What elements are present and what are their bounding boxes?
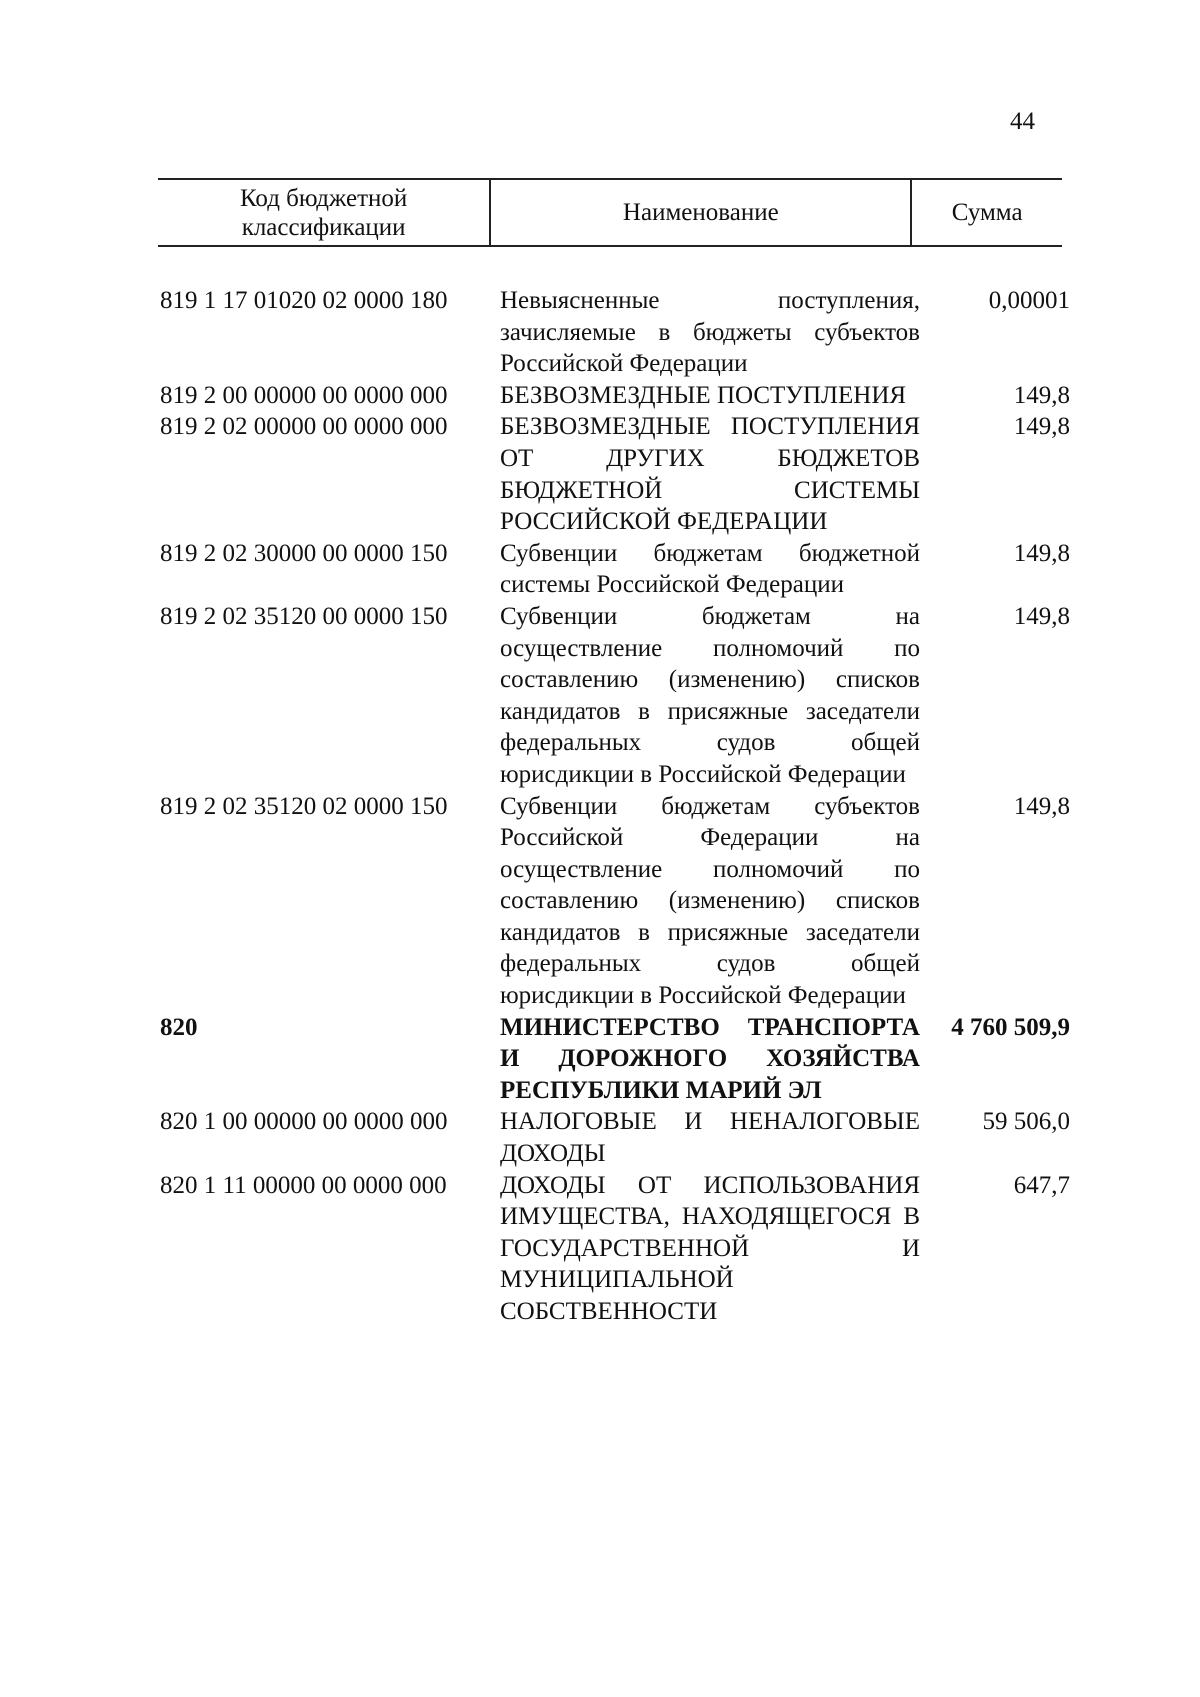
row-name: Субвенции бюджетам субъектов Российской Федерации на осуществление полномочий по составлению (изменению) списков кандидатов в присяжные заседатели федеральных судов общей юрисдикции в Российской Федерации [500, 792, 920, 1010]
row-name: Невыясненные поступления, зачисляемые в бюджеты субъектов Российской Федерации [500, 287, 920, 378]
row-sum: 149,8 [1013, 413, 1070, 441]
table-row [160, 380, 1070, 412]
row-code: 820 1 11 00000 00 0000 000 [160, 1171, 447, 1199]
table-body [160, 285, 1070, 1328]
row-name: Субвенции бюджетам бюджетной системы Российской Федерации [500, 539, 920, 599]
row-code: 819 1 17 01020 02 0000 180 [160, 287, 448, 314]
row-name: НАЛОГОВЫЕ И НЕНАЛОГОВЫЕ ДОХОДЫ [500, 1108, 920, 1168]
row-sum: 149,8 [1013, 539, 1070, 567]
table-row [160, 601, 1070, 791]
table-row [160, 538, 1070, 601]
table-header [158, 178, 1062, 247]
row-sum: 4 760 509,9 [951, 1013, 1070, 1041]
table-row-ministry [160, 1012, 1070, 1107]
row-name: МИНИСТЕРСТВО ТРАНСПОРТА И ДОРОЖНОГО ХОЗЯЙСТВА РЕСПУБЛИКИ МАРИЙ ЭЛ [500, 1013, 920, 1104]
row-name: Субвенции бюджетам на осуществление полномочий по составлению (изменению) списков кандидатов в присяжные заседатели федеральных судов общей юрисдикции в Российской Федерации [500, 602, 920, 788]
table-row [160, 1170, 1070, 1328]
header-code: Код бюджетной классификации [158, 180, 491, 245]
table-row [160, 791, 1070, 1012]
row-code: 819 2 02 30000 00 0000 150 [160, 539, 448, 567]
table-row [160, 411, 1070, 537]
row-name: БЕЗВОЗМЕЗДНЫЕ ПОСТУПЛЕНИЯ ОТ ДРУГИХ БЮДЖЕТОВ БЮДЖЕТНОЙ СИСТЕМЫ РОССИЙСКОЙ ФЕДЕРАЦИИ [500, 413, 920, 536]
row-code: 819 2 02 00000 00 0000 000 [160, 413, 448, 441]
header-name: Наименование [491, 180, 912, 245]
row-name: БЕЗВОЗМЕЗДНЫЕ ПОСТУПЛЕНИЯ [500, 381, 907, 409]
row-code: 820 1 00 00000 00 0000 000 [160, 1108, 448, 1136]
row-sum: 647,7 [1013, 1171, 1070, 1199]
row-sum: 59 506,0 [982, 1108, 1070, 1136]
table-row [160, 285, 1070, 380]
row-code: 820 [160, 1013, 198, 1041]
row-sum: 0,00001 [988, 287, 1070, 314]
header-sum: Сумма [951, 199, 1023, 226]
row-sum: 149,8 [1013, 602, 1070, 630]
row-code: 819 2 02 35120 02 0000 150 [160, 792, 448, 820]
row-sum: 149,8 [1013, 792, 1070, 820]
row-code: 819 2 02 35120 00 0000 150 [160, 602, 448, 630]
row-sum: 149,8 [1013, 381, 1070, 409]
page-number: 44 [1010, 108, 1035, 135]
table-row [160, 1106, 1070, 1169]
row-name: ДОХОДЫ ОТ ИСПОЛЬЗОВАНИЯ ИМУЩЕСТВА, НАХОДЯЩЕГОСЯ В ГОСУДАРСТВЕННОЙ И МУНИЦИПАЛЬНОЙ СОБСТВЕННОСТИ [500, 1171, 920, 1325]
row-code: 819 2 00 00000 00 0000 000 [160, 381, 448, 409]
